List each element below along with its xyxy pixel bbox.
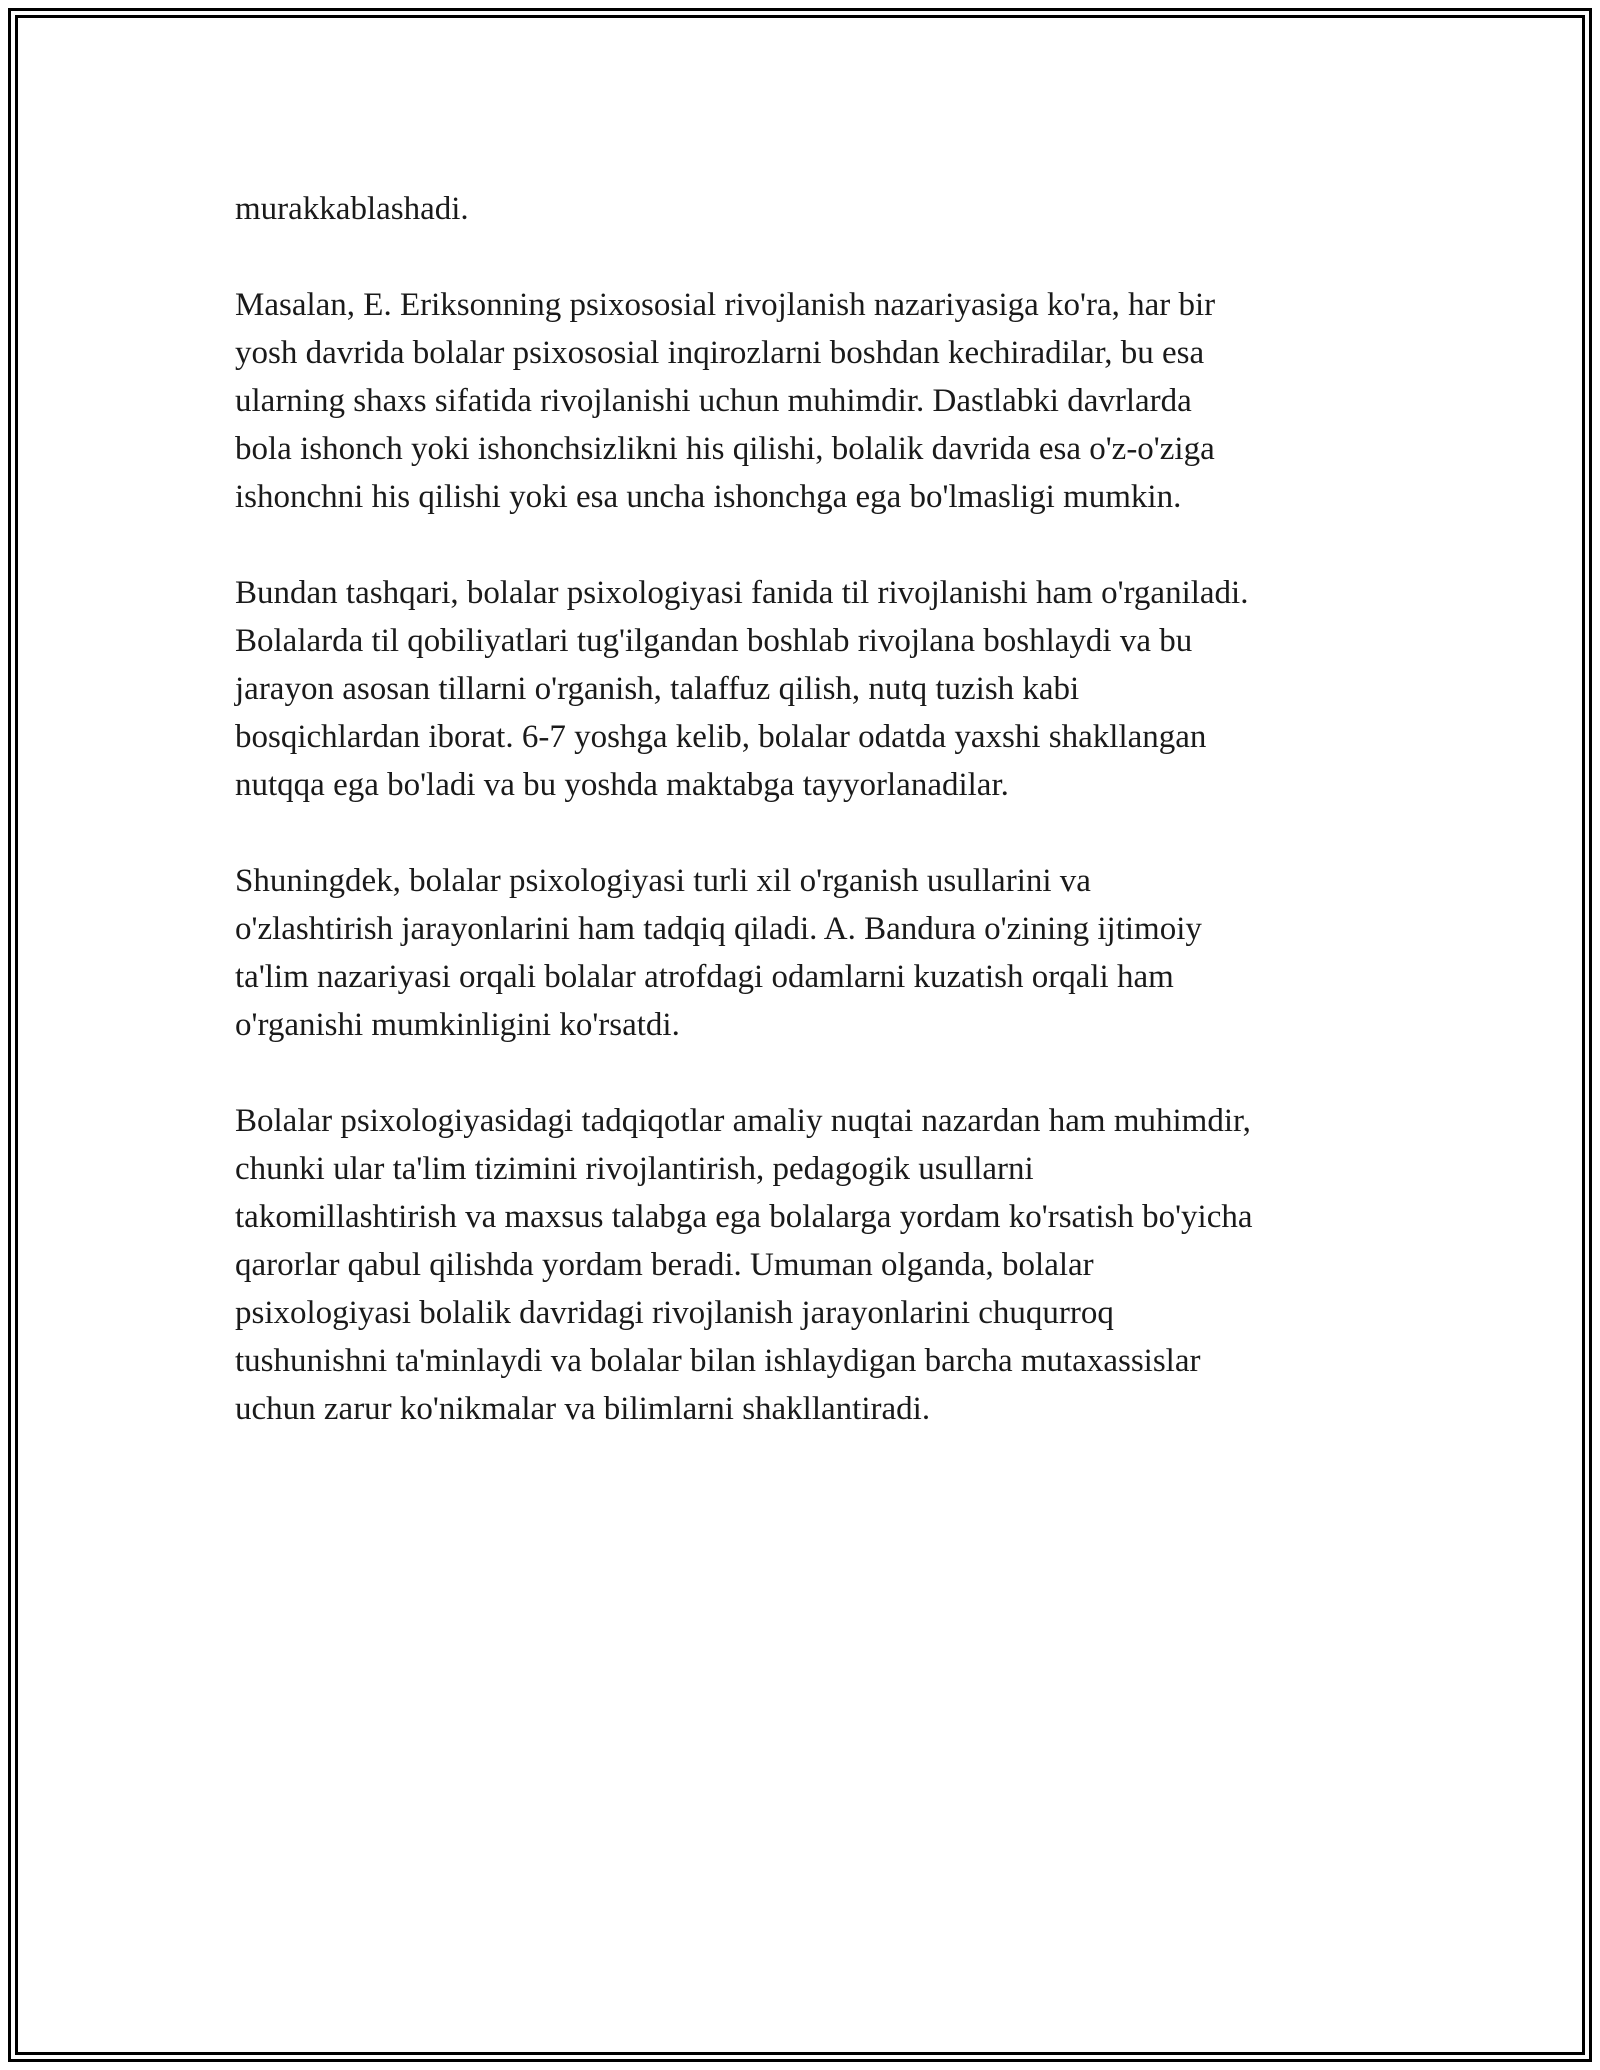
text-line: psixologiyasi bolalik davridagi rivojlanish jarayonlarini chuqurroq — [235, 1295, 1114, 1331]
text-line: Masalan, E. Eriksonning psixososial rivojlanish nazariyasiga ko'ra, har bir — [235, 287, 1216, 323]
text-line: o'zlashtirish jarayonlarini ham tadqiq qiladi. A. Bandura o'zining ijtimoiy — [235, 911, 1202, 947]
text-line: ta'lim nazariyasi orqali bolalar atrofdagi odamlarni kuzatish orqali ham — [235, 959, 1174, 995]
text-line: bola ishonch yoki ishonchsizlikni his qilishi, bolalik davrida esa o'z-o'ziga — [235, 431, 1215, 467]
text-line: yosh davrida bolalar psixososial inqirozlarni boshdan kechiradilar, bu esa — [235, 335, 1205, 371]
text-line: uchun zarur ko'nikmalar va bilimlarni shakllantiradi. — [235, 1391, 931, 1427]
paragraph-4 — [235, 857, 1395, 1049]
text-line: nutqqa ega bo'ladi va bu yoshda maktabga tayyorlanadilar. — [235, 767, 1009, 803]
text-line: murakkablashadi. — [235, 191, 469, 227]
paragraph-2 — [235, 281, 1395, 521]
text-line: o'rganishi mumkinligini ko'rsatdi. — [235, 1007, 680, 1043]
text-line: jarayon asosan tillarni o'rganish, talaffuz qilish, nutq tuzish kabi — [235, 671, 1080, 707]
text-line: Bolalar psixologiyasidagi tadqiqotlar amaliy nuqtai nazardan ham muhimdir, — [235, 1103, 1251, 1139]
text-line: ularning shaxs sifatida rivojlanishi uchun muhimdir. Dastlabki davrlarda — [235, 383, 1192, 419]
document-body — [235, 185, 1395, 1481]
paragraph-3 — [235, 569, 1395, 809]
text-line: Bolalarda til qobiliyatlari tug'ilgandan boshlab rivojlana boshlaydi va bu — [235, 623, 1193, 659]
text-line: Bundan tashqari, bolalar psixologiyasi fanida til rivojlanishi ham o'rganiladi. — [235, 575, 1249, 611]
paragraph-1 — [235, 185, 1395, 233]
text-line: ishonchni his qilishi yoki esa uncha ishonchga ega bo'lmasligi mumkin. — [235, 479, 1182, 515]
text-line: tushunishni ta'minlaydi va bolalar bilan ishlaydigan barcha mutaxassislar — [235, 1343, 1201, 1379]
paragraph-5 — [235, 1097, 1395, 1433]
text-line: chunki ular ta'lim tizimini rivojlantirish, pedagogik usullarni — [235, 1151, 1034, 1187]
text-line: Shuningdek, bolalar psixologiyasi turli xil o'rganish usullarini va — [235, 863, 1091, 899]
text-line: takomillashtirish va maxsus talabga ega bolalarga yordam ko'rsatish bo'yicha — [235, 1199, 1253, 1235]
text-line: bosqichlardan iborat. 6-7 yoshga kelib, bolalar odatda yaxshi shakllangan — [235, 719, 1207, 755]
text-line: qarorlar qabul qilishda yordam beradi. Umuman olganda, bolalar — [235, 1247, 1094, 1283]
